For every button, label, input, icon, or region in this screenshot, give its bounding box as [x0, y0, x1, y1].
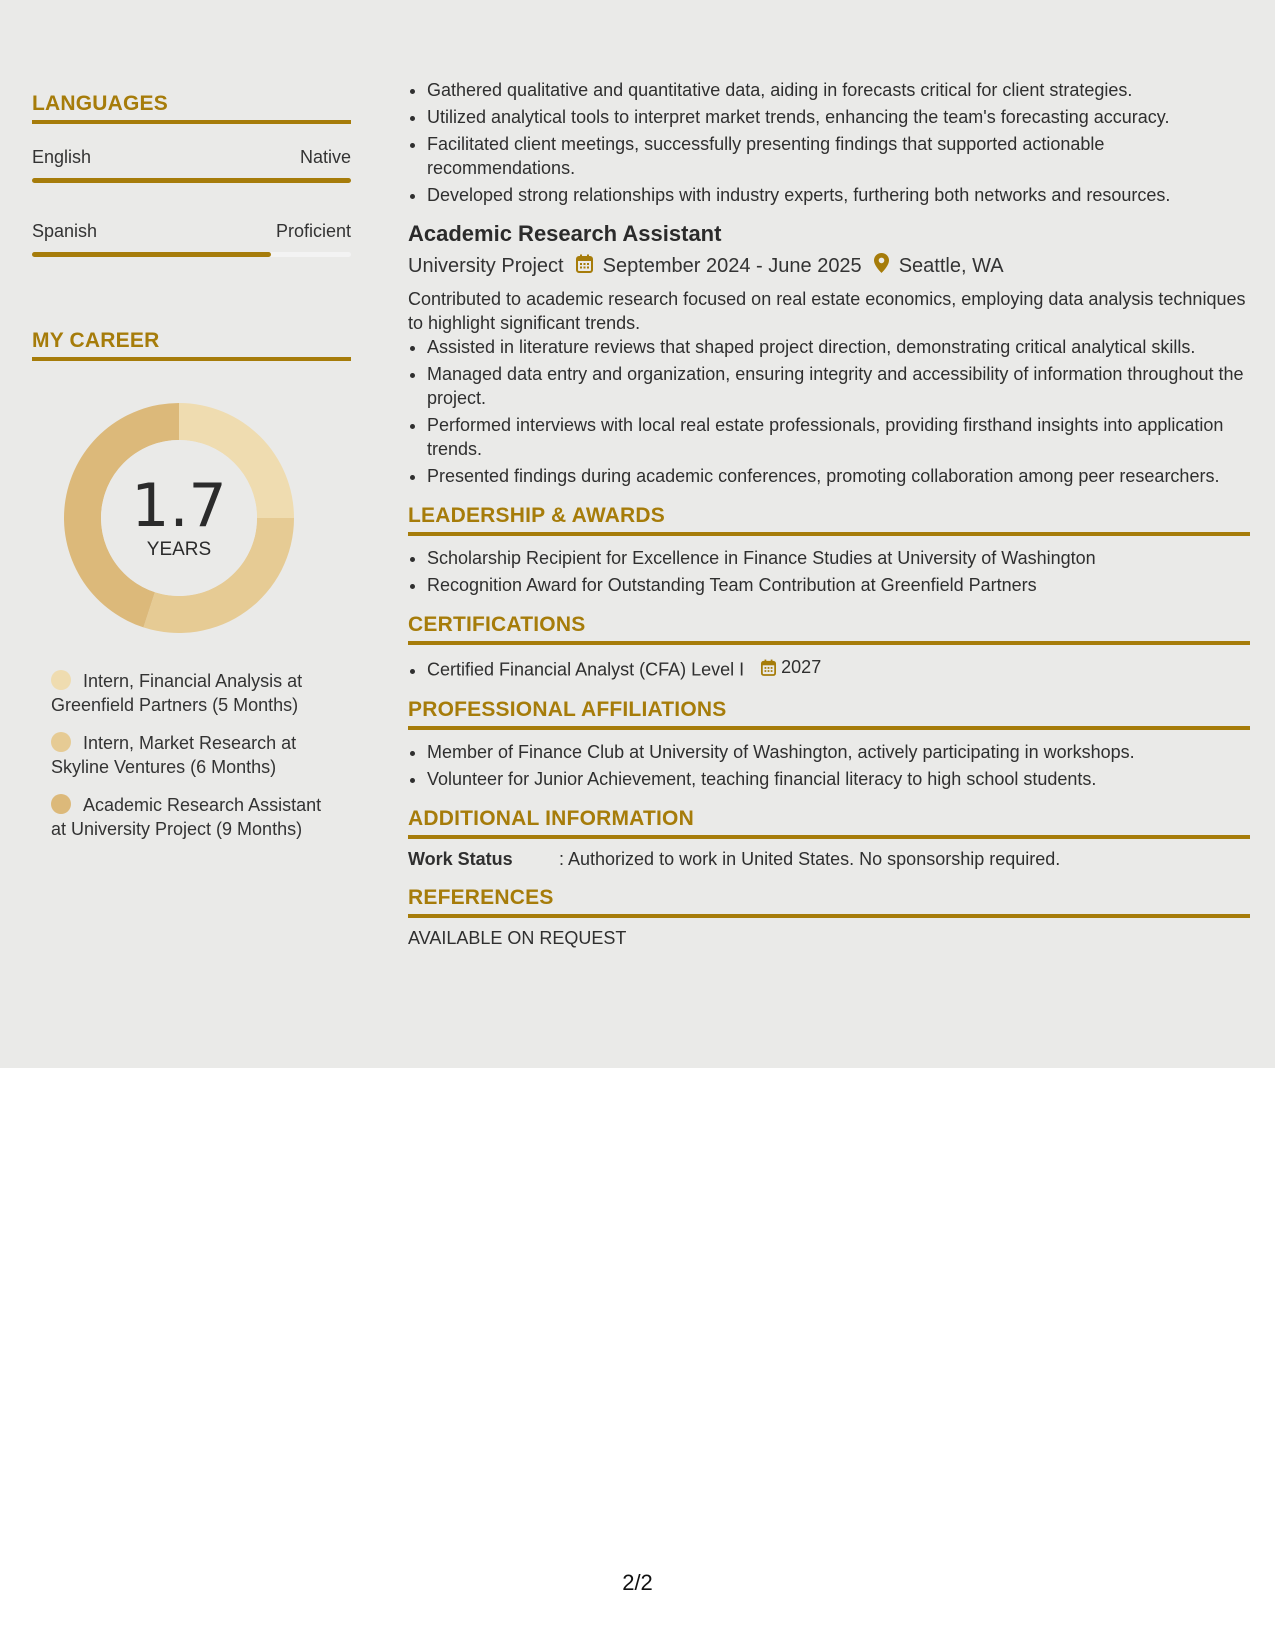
- career-legend: [51, 669, 341, 841]
- list-item: • Developed strong relationships with industry experts, furthering both networks and resources.: [427, 183, 1250, 207]
- career-heading: MY CAREER: [32, 329, 351, 361]
- calendar-icon: [761, 659, 776, 676]
- work-status-label: Work Status: [408, 848, 513, 869]
- certification-item: [427, 655, 1250, 682]
- language-item: [32, 221, 351, 257]
- certification-year: 2027: [781, 657, 822, 677]
- certifications-heading: CERTIFICATIONS: [408, 613, 1250, 645]
- references-text: AVAILABLE ON REQUEST: [408, 927, 627, 948]
- previous-job-bullets: [408, 78, 1250, 207]
- language-level: Native: [299, 147, 351, 167]
- left-column: [32, 92, 351, 855]
- legend-dot-icon: [51, 670, 71, 690]
- legend-item: [51, 731, 341, 779]
- language-item: [32, 147, 351, 183]
- list-item: • Scholarship Recipient for Excellence in Finance Studies at University of Washington: [427, 546, 1250, 570]
- legend-dot-icon: [51, 794, 71, 814]
- list-item: • Member of Finance Club at University of Washington, actively participating in workshops.: [427, 740, 1250, 764]
- work-status-value: : Authorized to work in United States. No sponsorship required.: [559, 848, 1061, 869]
- language-level: Proficient: [275, 221, 351, 241]
- page-number: 2/2: [622, 1570, 653, 1595]
- list-item: • Volunteer for Junior Achievement, teaching financial literacy to high school students.: [427, 767, 1250, 791]
- job-location: Seattle, WA: [898, 254, 1004, 277]
- legend-label: Academic Research Assistant at University Project (9 Months): [51, 795, 322, 839]
- legend-label: Intern, Financial Analysis at Greenfield Partners (5 Months): [51, 671, 303, 715]
- language-proficiency-fill: [32, 252, 271, 257]
- legend-item: [51, 793, 341, 841]
- legend-dot-icon: [51, 732, 71, 752]
- calendar-icon: [576, 254, 593, 279]
- right-column: [408, 78, 1250, 949]
- list-item: • Assisted in literature reviews that shaped project direction, demonstrating critical analytical skills.: [427, 335, 1250, 359]
- job-description: Contributed to academic research focused on real estate economics, employing data analysis techniques to highlight significant trends.: [408, 289, 1246, 333]
- references-heading: REFERENCES: [408, 886, 1250, 918]
- list-item: • Gathered qualitative and quantitative data, aiding in forecasts critical for client strategies.: [427, 78, 1250, 102]
- language-proficiency-fill: [32, 178, 351, 183]
- job-organization: University Project: [408, 254, 564, 277]
- additional-info-section: [408, 807, 1250, 870]
- leadership-heading: LEADERSHIP & AWARDS: [408, 504, 1250, 536]
- language-name: Spanish: [32, 221, 98, 241]
- legend-item: [51, 669, 341, 717]
- list-item: • Presented findings during academic conferences, promoting collaboration among peer researchers.: [427, 464, 1250, 488]
- certifications-section: [408, 613, 1250, 682]
- career-donut-chart: [64, 403, 294, 633]
- affiliations-heading: PROFESSIONAL AFFILIATIONS: [408, 698, 1250, 730]
- career-total-years: 1.7: [131, 471, 227, 541]
- list-item: • Recognition Award for Outstanding Team Contribution at Greenfield Partners: [427, 573, 1250, 597]
- leadership-section: [408, 504, 1250, 597]
- language-proficiency-bar: [32, 252, 351, 257]
- job-bullets: [408, 335, 1250, 488]
- list-item: • Utilized analytical tools to interpret market trends, enhancing the team's forecasting accuracy.: [427, 105, 1250, 129]
- legend-label: Intern, Market Research at Skyline Ventures (6 Months): [51, 733, 297, 777]
- job-dates: September 2024 - June 2025: [602, 254, 862, 277]
- certification-name: Certified Financial Analyst (CFA) Level I: [427, 659, 745, 680]
- language-name: English: [32, 147, 92, 167]
- references-section: [408, 886, 1250, 949]
- location-pin-icon: [874, 253, 889, 279]
- career-total-unit: YEARS: [146, 539, 212, 560]
- additional-info-heading: ADDITIONAL INFORMATION: [408, 807, 1250, 839]
- job-meta: [408, 253, 1250, 279]
- list-item: • Performed interviews with local real estate professionals, providing firsthand insights into application trends.: [427, 413, 1250, 461]
- job-title: Academic Research Assistant: [408, 221, 722, 246]
- list-item: • Managed data entry and organization, ensuring integrity and accessibility of information throughout the project.: [427, 362, 1250, 410]
- list-item: • Facilitated client meetings, successfully presenting findings that supported actionable recommendations.: [427, 132, 1250, 180]
- affiliations-section: [408, 698, 1250, 791]
- language-proficiency-bar: [32, 178, 351, 183]
- languages-heading: LANGUAGES: [32, 92, 351, 124]
